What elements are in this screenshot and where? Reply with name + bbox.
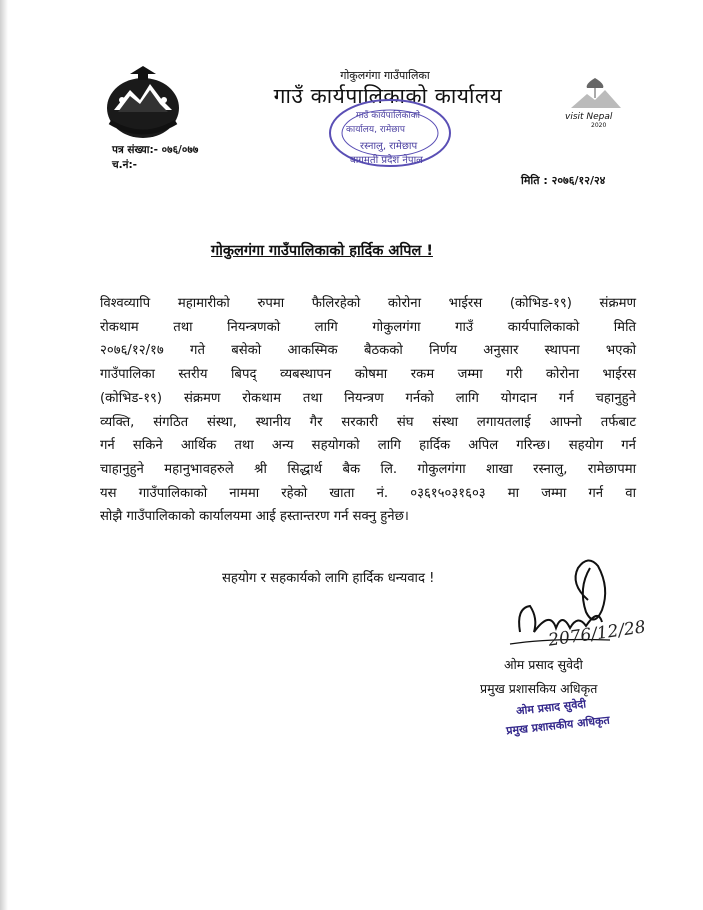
reference-block [112, 143, 198, 173]
letter-number: पत्र संख्या:- ०७६/०७७ [112, 144, 199, 156]
appeal-body [100, 292, 636, 529]
body-line: गाउँपालिका स्तरीय बिपद् व्यबस्थापन कोषमा रकम जम्मा गरी कोरोना भाईरस [100, 367, 636, 383]
dispatch-number: च.नं:- [112, 159, 138, 171]
stamp-signer-title: प्रमुख प्रशासकीय अधिकृत [505, 713, 611, 738]
letter-date: मिति : २०७६/१२/२४ [521, 174, 606, 187]
body-line: २०७६/१२/१७ गते बसेको आकस्मिक बैठकको निर्णय अनुसार स्थापना भएको [100, 343, 636, 359]
body-line: (कोभिड-१९) संक्रमण रोकथाम तथा नियन्त्रण गर्नको लागि योगदान गर्न चहानुहुने [100, 390, 636, 406]
stamp-line: कार्यालय, रामेछाप [346, 125, 405, 135]
stamp-line: बागमती प्रदेश नेपाल [350, 155, 423, 166]
logo-text: visit Nepal [565, 112, 613, 122]
body-line: विश्वव्यापि महामारीको रुपमा फैलिरहेको कोरोना भाईरस (कोभिड-१९) संक्रमण [100, 296, 636, 311]
page-title: गोकुलगंगा गाउँपालिकाको हार्दिक अपिल ! [211, 243, 433, 259]
signer-title: प्रमुख प्रशासकिय अधिकृत [480, 681, 598, 696]
logo-year: 2020 [591, 122, 607, 129]
scan-edge [0, 0, 8, 910]
closing-note: सहयोग र सहकार्यको लागि हार्दिक धन्यवाद ! [222, 571, 435, 586]
signer-name: ओम प्रसाद सुवेदी [504, 657, 583, 672]
nepal-government-emblem-icon [100, 64, 186, 144]
body-line: व्यक्ति, संगठित संस्था, स्थानीय गैर सरकारी संघ संस्था लगायतलाई आफ्नो तर्फबाट [100, 414, 636, 430]
stamp-line: रस्नालु, रामेछाप [360, 141, 418, 152]
stamp-line: गाउँ कार्यपालिकाको [356, 111, 421, 121]
body-line: रोकथाम तथा नियन्त्रणको लागि गोकुलगंगा गाउँ कार्यपालिकाको मिति [100, 319, 636, 335]
body-line: यस गाउँपालिकाको नाममा रहेको खाता नं. ०३६१५०३१६०३ मा जम्मा गर्न वा [100, 485, 636, 501]
body-line: चाहानुहुने महानुभावहरुले श्री सिद्धार्थ बैक लि. गोकुलगंगा शाखा रस्नालु, रामेछापमा [100, 461, 636, 477]
office-name: गाउँ कार्यपालिकाको कार्यालय [273, 84, 503, 108]
body-line: सोझै गाउँपालिकाको कार्यालयमा आई हस्तान्तरण गर्न सक्नु हुनेछ। [100, 509, 409, 525]
office-small-title: गोकुलगंगा गाउँपालिका [340, 69, 430, 82]
handwritten-date: 2076/12/28 [547, 617, 647, 651]
mountain-logo-icon [565, 76, 625, 110]
visit-nepal-logo [565, 76, 625, 128]
stamp-signer-name: ओम प्रसाद सुवेदी [515, 697, 587, 718]
body-line: गर्न सकिने आर्थिक तथा अन्य सहयोगको लागि हार्दिक अपिल गरिन्छ। सहयोग गर्न [100, 438, 636, 454]
